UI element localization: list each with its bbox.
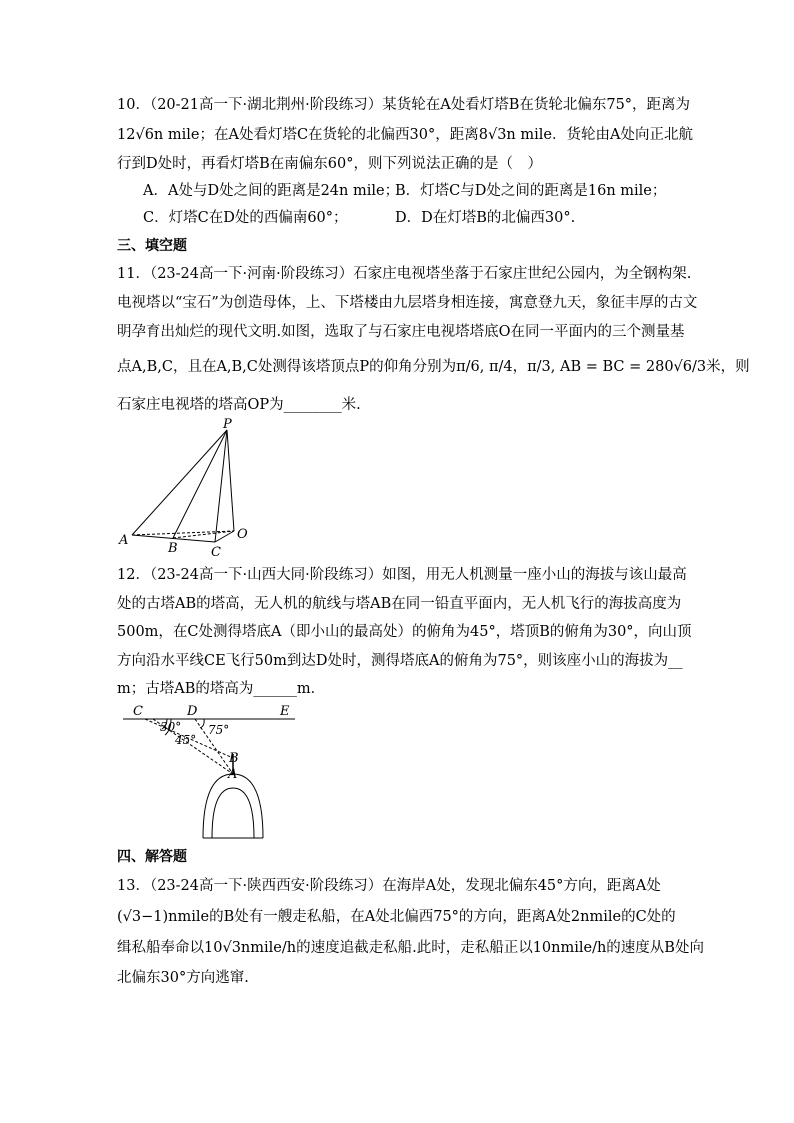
label-angle-30: 30°: [160, 720, 182, 734]
label-o: O: [237, 527, 248, 542]
label-e: E: [280, 704, 290, 719]
label-a: A: [119, 533, 129, 548]
q12-line-1: 12．（23-24高一下·山西大同·阶段练习）如图，用无人机测量一座小山的海拔与该山最高: [117, 567, 687, 583]
q10-option-a: A．A处与D处之间的距离是24n mile；: [143, 183, 400, 199]
q12-line-3: 500m，在C处测得塔底A（即小山的最高处）的俯角为45°，塔顶B的俯角为30°，向山顶: [117, 624, 692, 640]
line-pa: [132, 430, 227, 535]
q11-line-4: 点A,B,C，且在A,B,C处测得该塔顶点P的仰角分别为π/6, π/4，π/3, AB = BC = 280√6/3米，则: [117, 359, 750, 375]
q11-line-5: 石家庄电视塔的塔高OP为________米.: [117, 397, 361, 413]
q12-drone-figure: [115, 702, 305, 842]
q12-line-4: 方向沿水平线CE飞行50m到达D处时，测得塔底A的俯角为75°，则该座小山的海拔为__: [117, 653, 683, 669]
line-pc: [215, 430, 227, 542]
q10-line-3: 行到D处时，再看灯塔B在南偏东60°，则下列说法正确的是（ ）: [117, 156, 542, 172]
label-c: C: [133, 704, 143, 719]
line-po: [227, 430, 234, 531]
q13-line-4: 北偏东30°方向逃窜.: [117, 970, 249, 986]
q11-tower-figure: [115, 418, 265, 558]
q11-line-2: 电视塔以“宝石”为创造母体，上、下塔楼由九层塔身相连接，寓意登九天，象征丰厚的古文: [117, 295, 698, 311]
section-heading-solve: 四、解答题: [117, 849, 187, 865]
q12-line-5: m；古塔AB的塔高为______m．: [117, 681, 326, 697]
hill-inner: [212, 788, 254, 838]
q13-line-3: 缉私船奉命以10√3nmile/h的速度追截走私船.此时，走私船正以10nmile/h的速度从B处向: [117, 940, 704, 956]
q13-line-1: 13．（23-24高一下·陕西西安·阶段练习）在海岸A处，发现北偏东45°方向，距离A处: [117, 878, 661, 894]
label-b: B: [229, 751, 239, 766]
label-c: C: [211, 545, 221, 558]
label-d: D: [187, 704, 198, 719]
line-pb: [173, 430, 227, 538]
arc-75: [200, 719, 204, 728]
label-p: P: [223, 418, 232, 432]
label-angle-75: 75°: [208, 723, 230, 737]
q10-option-c: C．灯塔C在D处的西偏南60°；: [143, 210, 348, 226]
q12-line-2: 处的古塔AB的塔高，无人机的航线与塔AB在同一铅直平面内，无人机飞行的海拔高度为: [117, 596, 682, 612]
q10-line-1: 10．（20-21高一下·湖北荆州·阶段练习）某货轮在A处看灯塔B在货轮北偏东75°，距离为: [117, 97, 691, 113]
q10-option-b: B．灯塔C与D处之间的距离是16n mile；: [395, 183, 667, 199]
q13-line-2: (√3−1)nmile的B处有一艘走私船，在A处北偏西75°的方向，距离A处2nmile的C处的: [117, 909, 676, 925]
section-heading-fill-in: 三、填空题: [117, 238, 187, 254]
label-b: B: [168, 541, 178, 556]
q10-option-d: D．D在灯塔B的北偏西30°.: [395, 210, 576, 226]
q10-line-2: 12√6n mile；在A处看灯塔C在货轮的北偏西30°，距离8√3n mile．货轮由A处向正北航: [117, 127, 693, 143]
q11-line-1: 11．（23-24高一下·河南·阶段练习）石家庄电视塔坐落于石家庄世纪公园内，为全钢构架.: [117, 266, 692, 282]
label-a: A: [228, 767, 238, 782]
label-angle-45: 45°: [175, 733, 197, 747]
q11-line-3: 明孕育出灿烂的现代文明.如图，选取了与石家庄电视塔塔底O在同一平面内的三个测量基: [117, 324, 685, 340]
